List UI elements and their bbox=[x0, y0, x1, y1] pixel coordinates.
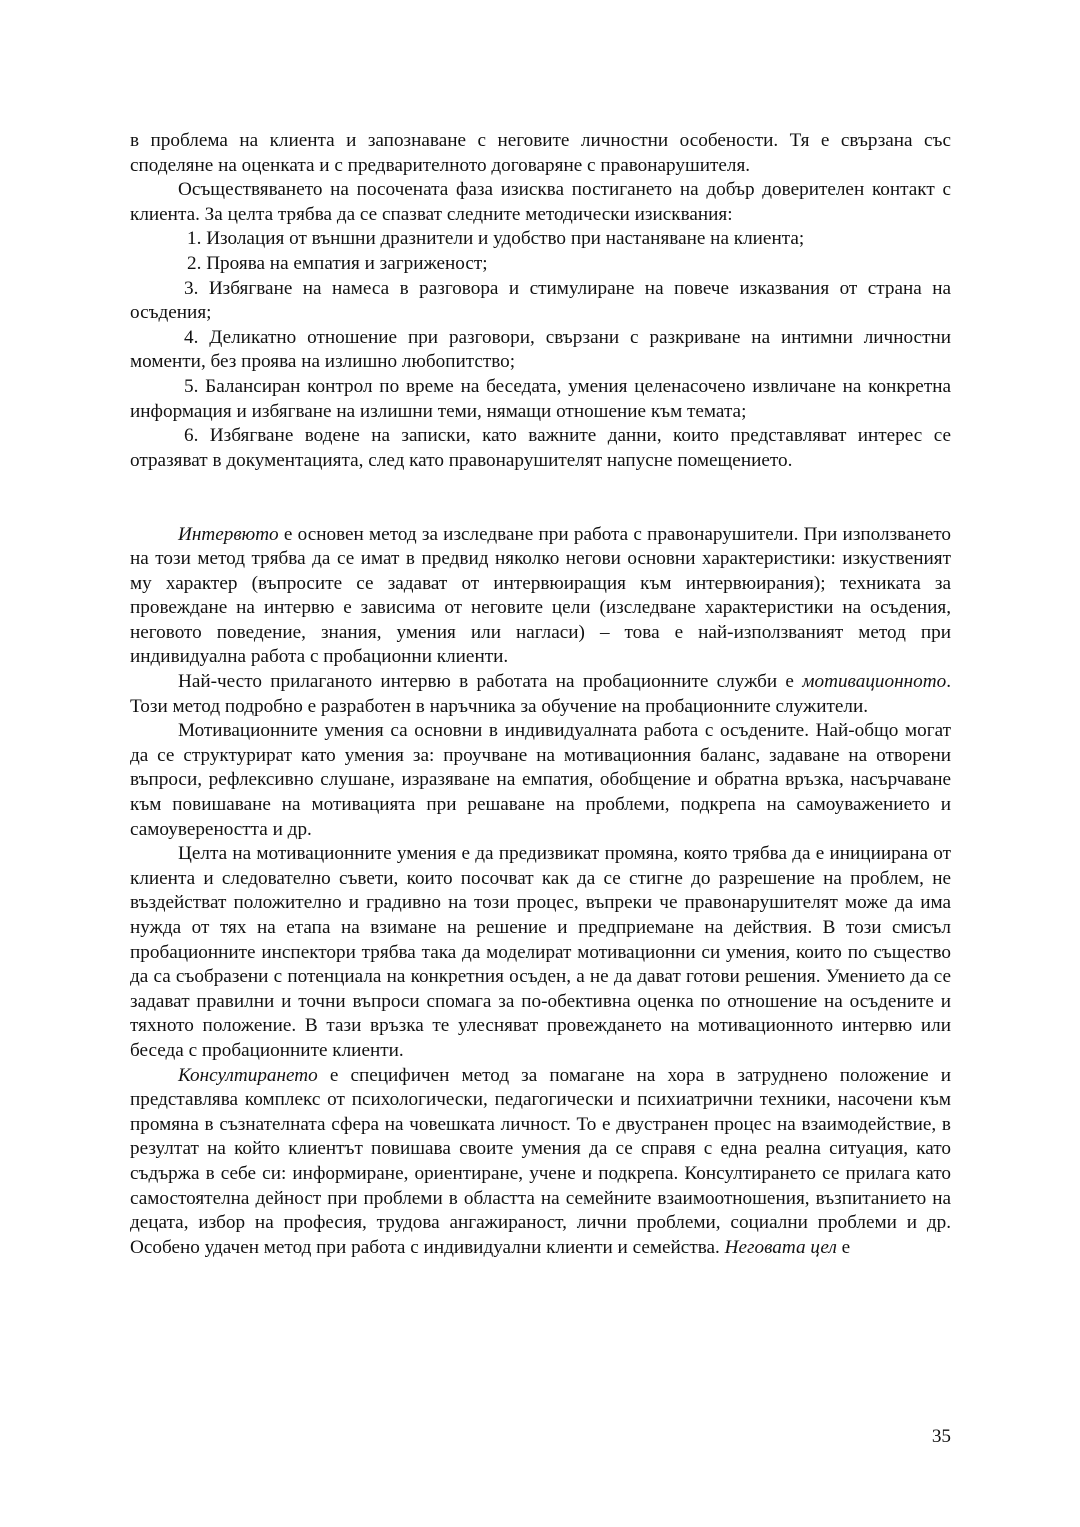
motivational-before: Най-често прилаганото интервю в работата на пробационните служби е bbox=[178, 671, 803, 693]
paragraph-goal: Целта на мотивационните умения е да предизвикат промяна, която трябва да е инициирана от клиента и следователно съвети, които посочват как да се стигне до разрешение на проблем, не въздействат положително и градивно на този процес, въпреки че правонарушителят може да има нужда от тях на етапа на взимане на решение и предприемане на действия. В този смисъл пробационните инспектори трябва така да моделират мотивационни си умения, които по същество да са съобразени с потенциала на конкретния осъден, а не да дават готови решения. Умението да се задават правилни и точни въпроси спомага за по-обективна оценка по отношение на осъдените и тяхното положение. В тази връзка те улесняват провеждането на мотивационното интервю или беседа с пробационните клиенти. bbox=[130, 843, 951, 1061]
paragraph-skills: Мотивационните умения са основни в индивидуалната работа с осъдените. Най-общо могат да се структурират като умения за: проучване на мотивационния баланс, задаване на отворени въпроси, рефлексивно слушане, изразяване на емпатия, обобщение и обратна връзка, насърчаване към повишаване на мотивацията при решаване на проблеми, подкрепа на самоуважението и самоувереността и др. bbox=[130, 720, 951, 840]
list-item: 3. Избягване на намеса в разговора и стимулиране на повече изказвания от страна на осъдения; bbox=[130, 277, 951, 324]
paragraph-interview bbox=[130, 523, 951, 671]
term-consulting: Консултирането bbox=[178, 1064, 318, 1086]
consulting-end: е bbox=[836, 1236, 851, 1258]
consulting-text: е специфичен метод за помагане на хора в затруднено положение и представлява комплекс от психологически, педагогически и психиатрични техники, насочени към промяна в съзнателната сфера на човешката личност. То е двустранен процес на взаимодействие, в резултат на който клиентът повишава своите умения да се справя с една реална ситуация, като съдържа в себе си: информиране, ориентиране, учене и подкрепа. Консултирането се прилага като самостоятелна дейност при проблеми в областта на семейните взаимоотношения, възпитанието на децата, избор на професия, трудова ангажираност, лични проблеми, социални проблеми и др. Особено удачен метод при работа с индивидуални клиенти и семейства. bbox=[130, 1064, 951, 1258]
blank-line bbox=[130, 473, 951, 498]
list-item: 5. Балансиран контрол по време на беседата, умения целенасочено извличане на конкретна информация и избягване на излишни теми, нямащи отношение към темата; bbox=[130, 375, 951, 422]
page-number: 35 bbox=[931, 1426, 951, 1447]
paragraph-motivational bbox=[130, 670, 951, 719]
list-item: 2. Проява на емпатия и загриженост; bbox=[187, 252, 488, 274]
list-item: 1. Изолация от външни дразнители и удобство при настаняване на клиента; bbox=[187, 228, 805, 250]
motivational-after: . Този метод подробно е разработен в наръчника за обучение на пробационните служители. bbox=[130, 671, 951, 717]
term-interview: Интервюто bbox=[178, 523, 279, 545]
term-goal: Неговата цел bbox=[724, 1236, 837, 1258]
paragraph-phase: Осъществяването на посочената фаза изисква постигането на добър доверителен контакт с клиента. За целта трябва да се спазват следните методически изисквания: bbox=[130, 179, 951, 225]
list-item: 6. Избягване водене на записки, като важните данни, които представляват интерес се отразяват в документацията, след като правонарушителят напусне помещението. bbox=[130, 425, 951, 471]
term-motivational: мотивационното bbox=[802, 671, 947, 693]
list-item: 4. Деликатно отношение при разговори, свързани с разкриване на интимни личностни моменти, без проява на излишно любопитство; bbox=[130, 326, 951, 373]
blank-line bbox=[130, 498, 951, 523]
interview-text: е основен метод за изследване при работа с правонарушители. При използването на този метод трябва да се имат в предвид няколко негови основни характеристики: изкуственият му характер (въпросите се задават от интервюиращия към интервюирания); техниката за провеждане на интервю е зависима от неговите цели (изследване характеристики на осъдения, неговото поведение, знания, умения или нагласи) – това е най-използваният метод при индивидуална работа с пробационни клиенти. bbox=[130, 523, 951, 668]
paragraph-continuation: в проблема на клиента и запознаване с неговите личностни особености. Тя е свързана със споделяне на оценката и с предварителното договаряне с правонарушителя. bbox=[130, 130, 951, 176]
page-body bbox=[130, 129, 951, 1260]
paragraph-consulting bbox=[130, 1064, 951, 1261]
